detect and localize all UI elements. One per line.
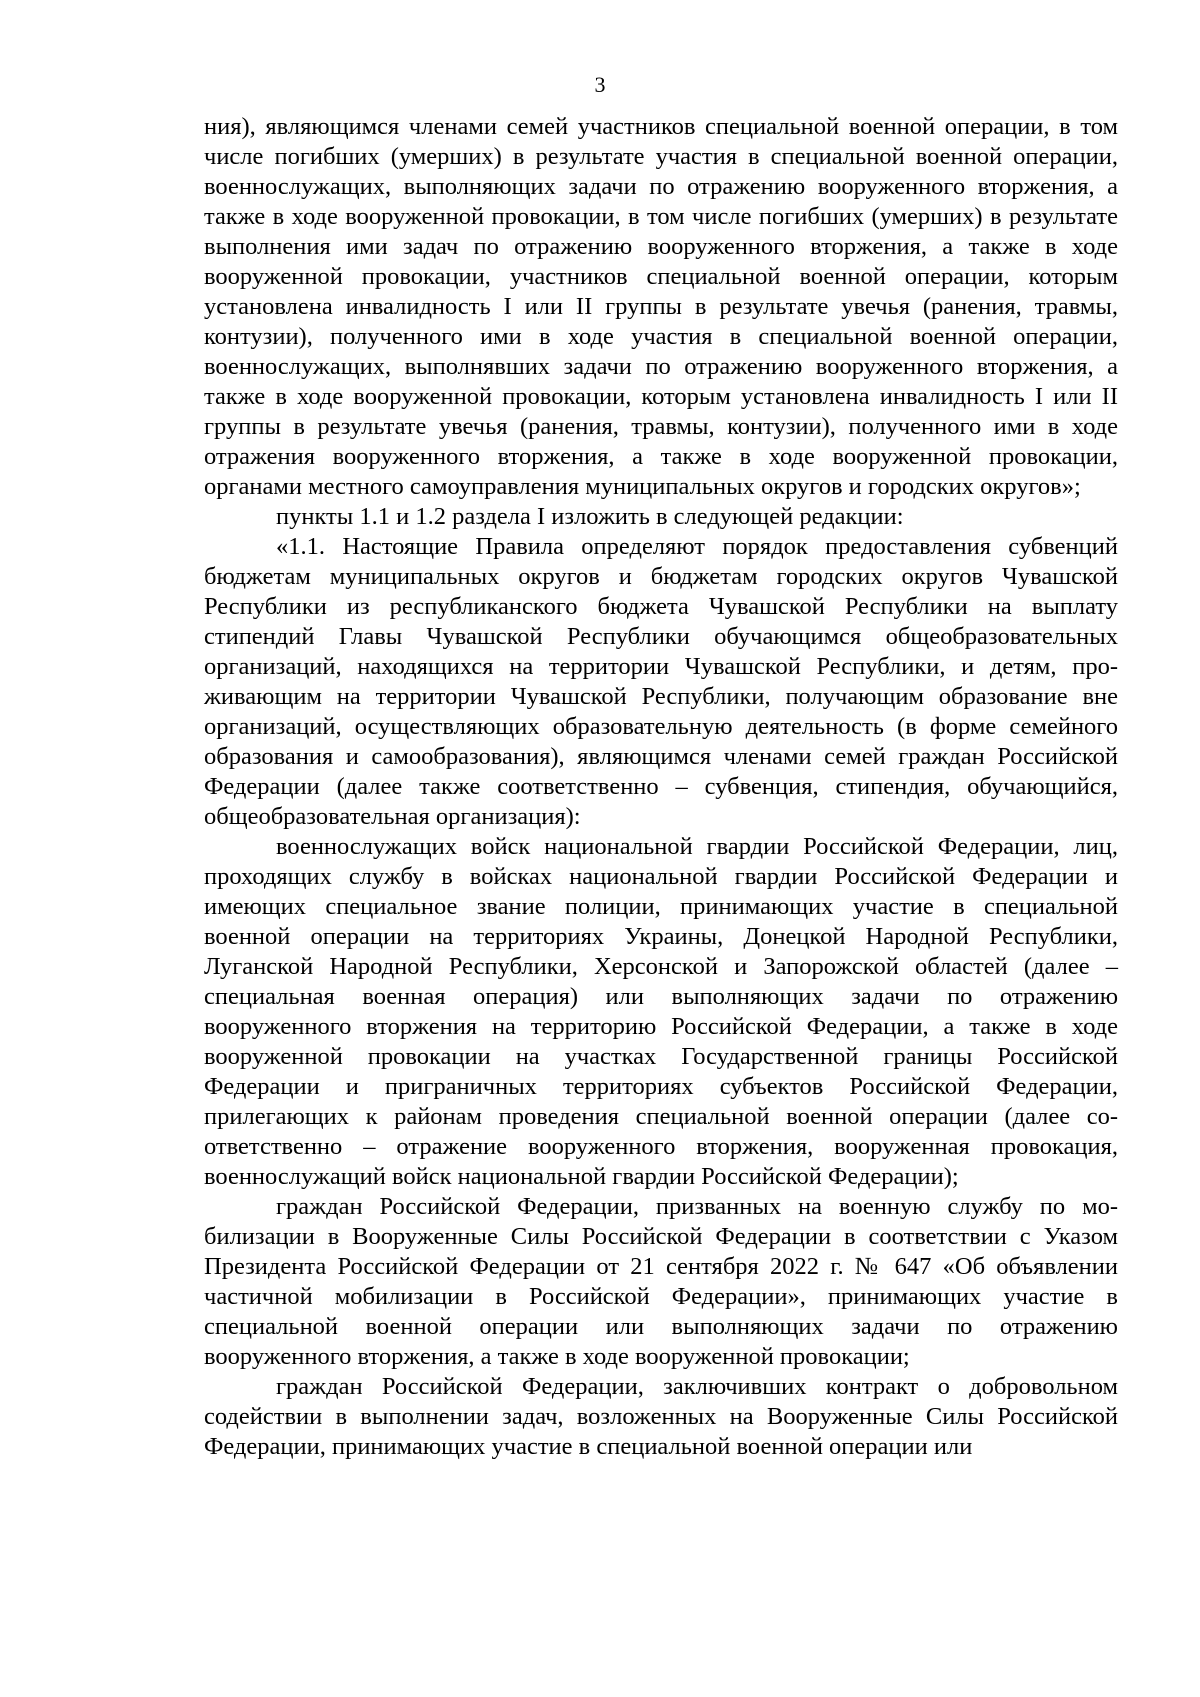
paragraph-continuation: ния), являющимся членами семей участников специальной военной операции, в том числе погибших (умерших) в результате участия в специальной военной операции, военнослужащих, выполняющих задачи по отражению вооруженного вторжения, а также в ходе вооруженной провокации, в том числе погибших (умерших) в результате выполнения ими задач по отражению вооруженного вторжения, а также в ходе вооруженной провокации, участников специальной военной операции, которым установлена инвалидность I или II группы в результате увечья (ранения, травмы, контузии), полученного ими в ходе участия в специальной военной операции, военнослужащих, выполнявших задачи по отражению вооруженного вторжения, а также в ходе вооруженной провокации, которым установлена инвалидность I или II группы в результате увечья (ранения, травмы, контузии), полученного ими в ходе отражения вооруженного вторжения, а также в ходе вооруженной провокации, органами местного самоуправления муниципальных округов и городских округов»; xyxy=(204,113,1118,500)
paragraph-volunteer-contract: граждан Российской Федерации, заключивших контракт о добровольном содействии в выполнении задач, возложенных на Вооруженные Силы Российской Федерации, принимающих участие в специальной военной операции или xyxy=(204,1373,1118,1460)
page-number: 3 xyxy=(594,72,606,97)
paragraph-amendment-instruction: пункты 1.1 и 1.2 раздела I изложить в следующей редакции: xyxy=(276,503,904,530)
document-body xyxy=(204,112,1118,1462)
paragraph-clause-1-1: «1.1. Настоящие Правила определяют порядок предоставления субвенций бюджетам муниципальных округов и бюджетам городских округов Чувашской Республики из республиканского бюджета Чувашской Республики на выплату стипендий Главы Чувашской Республики обучающимся общеобразовательных организаций, находящихся на территории Чувашской Республики, и детям, проживающим на территории Чувашской Республики, получающим образование вне организаций, осуществляющих образовательную деятельность (в форме семейного образования и самообразования), являющимся членами семей граждан Российской Федерации (далее также соответственно – субвенция, стипендия, обучающийся, общеобразовательная организация): xyxy=(204,533,1118,830)
paragraph-national-guard: военнослужащих войск национальной гвардии Российской Федерации, лиц, проходящих службу в войсках национальной гвардии Российской Федерации и имеющих специальное звание полиции, принимающих участие в специальной военной операции на территориях Украины, Донецкой Народной Республики, Луганской Народной Республики, Херсонской и Запорожской областей (далее – специальная военная операция) или выполняющих задачи по отражению вооруженного вторжения на территорию Российской Федерации, а также в ходе вооруженной провокации на участках Государственной границы Российской Федерации и приграничных территориях субъектов Российской Федерации, прилегающих к районам проведения специальной военной операции (далее соответственно – отражение вооруженного вторжения, вооруженная провокация, военнослужащий войск национальной гвардии Российской Федерации); xyxy=(204,833,1118,1190)
paragraph-mobilized-citizens: граждан Российской Федерации, призванных на военную службу по мобилизации в Вооруженные Силы Российской Федерации в соответствии с Указом Президента Российской Федерации от 21 сентября 2022 г. № 647 «Об объявлении частичной мобилизации в Российской Федерации», принимающих участие в специальной военной операции или выполняющих задачи по отражению вооруженного вторжения, а также в ходе вооруженной провокации; xyxy=(204,1193,1118,1370)
